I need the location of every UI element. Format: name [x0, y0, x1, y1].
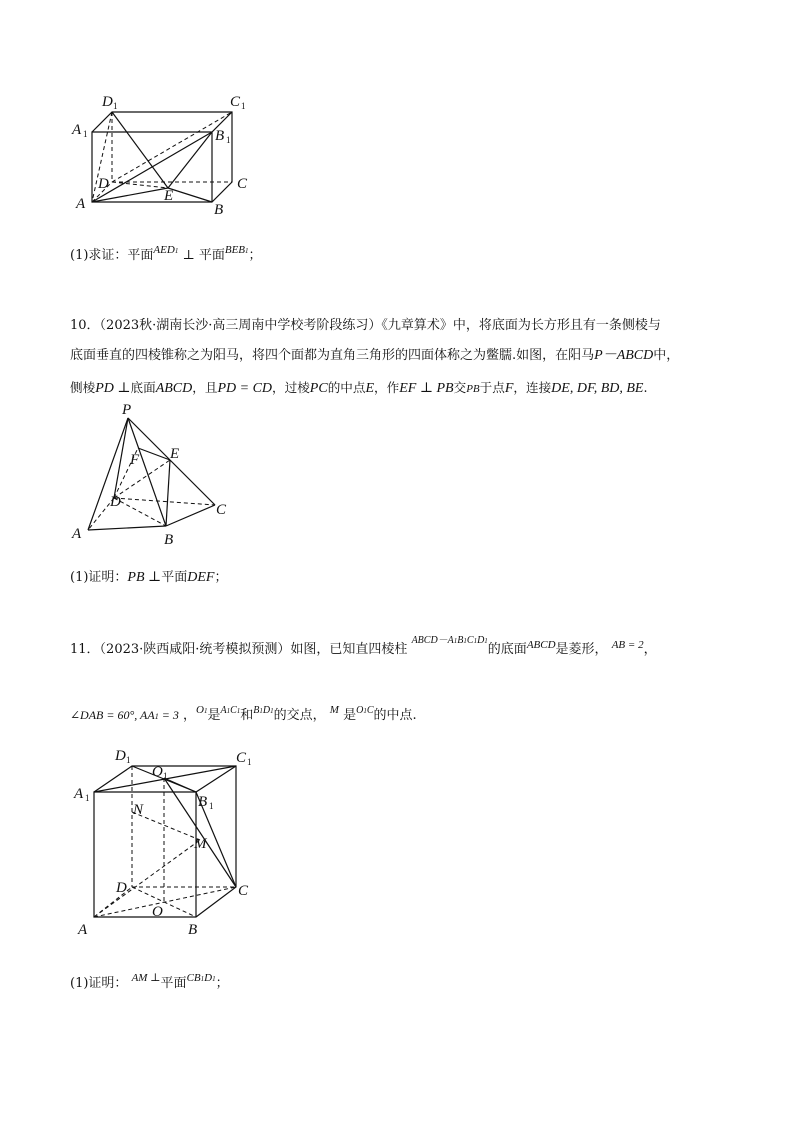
- q10-line1: 10．（2023秋·湖南长沙·高三周南中学校考阶段练习）《九章算术》中，将底面为长方形且有一条侧棱与: [70, 318, 661, 333]
- figure-prism-2: [60, 742, 260, 942]
- fig2-label-e: E: [170, 446, 180, 462]
- fig3-label-a: A: [78, 922, 88, 938]
- fig2-label-d: D: [110, 494, 121, 510]
- fig1-label-e: E: [164, 188, 174, 204]
- fig3-label-d: D: [116, 880, 127, 896]
- q10-line3: 侧棱PD ⊥底面ABCD，且PD = CD，过棱PC的中点E，作EF ⊥ PB交PB于点F，连接DE, DF, BD, BE.: [70, 380, 648, 396]
- svg-text:1: 1: [85, 793, 90, 803]
- svg-text:1: 1: [247, 757, 252, 767]
- fig3-label-o: O: [152, 904, 163, 920]
- svg-text:1: 1: [163, 771, 168, 781]
- fig2-label-p: P: [122, 402, 132, 418]
- fig1-label-d1: D: [102, 94, 113, 110]
- fig2-label-c: C: [216, 502, 227, 518]
- q10-line2: 底面垂直的四棱锥称之为阳马，将四个面都为直角三角形的四面体称之为鳖臑.如图，在阳马P－ABCD中，: [70, 348, 680, 363]
- svg-text:1: 1: [226, 135, 231, 145]
- fig2-label-a: A: [72, 526, 82, 542]
- q11-line2: ∠DAB = 60°, AA1 = 3 ，$^{O1}$是$^{A1C1}$和$^{B1D1}$的交点， $^M$ 是$^{O1C}$的中点.: [70, 704, 417, 723]
- figure-pyramid: [60, 402, 250, 552]
- q9-part1: (1)求证：平面$^{AED1}$ ⊥ 平面$^{BEB1}$；: [70, 244, 262, 263]
- fig3-label-c1: C: [236, 750, 247, 766]
- fig3-label-o1: O: [152, 764, 163, 780]
- figure-prism-1: [60, 90, 260, 220]
- fig3-label-b1: B: [198, 794, 208, 810]
- svg-text:1: 1: [126, 755, 131, 765]
- q11-source: （2023·陕西咸阳·统考模拟预测）: [99, 642, 291, 657]
- fig3-label-b: B: [188, 922, 198, 938]
- fig1-label-a1: A: [72, 122, 82, 138]
- fig1-label-b1: B: [215, 128, 225, 144]
- svg-text:1: 1: [241, 101, 246, 111]
- fig3-label-d1: D: [115, 748, 126, 764]
- q11-number: 11．: [70, 642, 100, 657]
- fig1-label-d: D: [98, 176, 109, 192]
- fig3-label-m: M: [194, 836, 207, 852]
- svg-text:1: 1: [113, 101, 118, 111]
- fig1-label-c: C: [237, 176, 248, 192]
- q11-part1: (1)证明： $^{AM \perp}$平面$^{CB1D1}$；: [70, 972, 229, 991]
- svg-text:1: 1: [209, 801, 214, 811]
- q11-line1: 11．（2023·陕西咸阳·统考模拟预测）如图，已知直四棱柱 $^{ABCD-A1B1C1D1}$的底面$^{ABCD}$是菱形， $^{AB = 2}$，: [70, 635, 657, 657]
- fig1-label-c1: C: [230, 94, 241, 110]
- fig2-label-f: F: [130, 452, 140, 468]
- svg-text:1: 1: [83, 129, 88, 139]
- fig1-label-a: A: [76, 196, 86, 212]
- fig3-label-c: C: [238, 883, 249, 899]
- q10-number: 10．: [70, 318, 100, 333]
- q10-source: （2023秋·湖南长沙·高三周南中学校考阶段练习）: [99, 318, 382, 333]
- fig3-label-n: N: [133, 802, 144, 818]
- fig3-label-a1: A: [74, 786, 84, 802]
- fig1-label-b: B: [214, 202, 224, 218]
- fig2-label-b: B: [164, 532, 174, 548]
- q10-part1: (1)证明：PB ⊥平面DEF；: [70, 570, 228, 585]
